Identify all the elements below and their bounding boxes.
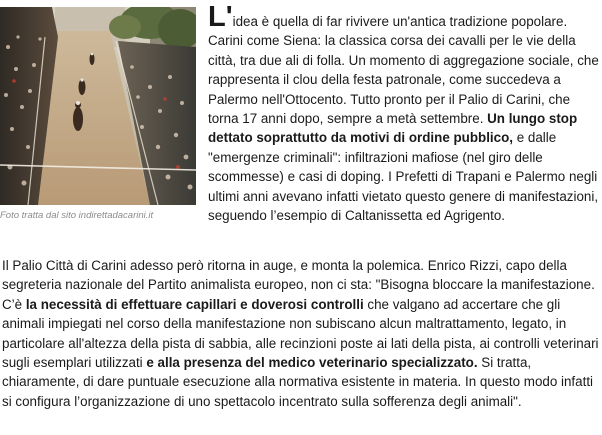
body-text-2: che valgano ad accertare che gli animali impiegati nel corso della manifestazione non subiscano alcun maltrattamento, legato, in particolare all'altezza della pista di sabbia, alle recinzioni poste ai lati della pista, ai controlli veterinari sugli esemplari utilizzati <box>2 296 599 371</box>
body-text-1: Il Palio Città di Carini adesso però ritorna in auge, e monta la polemica. Enrico Rizzi, capo della segreteria nazionale del Partito animalista europeo, non ci sta: "Bisogna bloccare la manifestazione. C’è <box>2 258 595 312</box>
intro-text-1: idea è quella di far rivivere un'antica tradizione popolare. Carini come Siena: la classica corsa dei cavalli per le vie della città, tra due ali di folla. Un momento di aggregazione sociale, che rappresenta il clou della festa patronale, come succedeva a Palermo nell'Ottocento. Tutto pronto per il Palio di Carini, che torna 17 anni dopo, sempre a metà settembre. <box>208 14 599 127</box>
body-bold-2: e alla presenza del medico veterinario specializzato. <box>146 355 478 371</box>
drop-cap: L' <box>208 1 233 33</box>
intro-paragraph <box>208 1 600 225</box>
intro-bold-1: Un lungo stop dettato soprattutto da motivi di ordine pubblico, <box>208 111 578 146</box>
body-text-3: Si tratta, chiaramente, di dare puntuale esecuzione alla normativa esistente in materia. In questo modo infatti si configura l’organizzazione di uno spettacolo incentrato sulla sofferenza degli animali". <box>2 355 594 409</box>
body-bold-1: la necessità di effettuare capillari e doverosi controlli <box>25 296 364 312</box>
intro-text-2: e dalle "emergenze criminali": infiltrazioni mafiose (nel giro delle scommesse) e casi di doping. I Prefetti di Trapani e Palermo negli ultimi anni avevano infatti vietato questo genere di manifestazioni, seguendo l’esempio di Caltanissetta ed Agrigento. <box>208 130 599 224</box>
article-photo-block <box>0 7 196 221</box>
photo-caption: Foto tratta dal sito indirettadacarini.it <box>0 210 154 221</box>
palio-horse-race-photo <box>0 7 196 205</box>
body-paragraph <box>2 256 600 411</box>
